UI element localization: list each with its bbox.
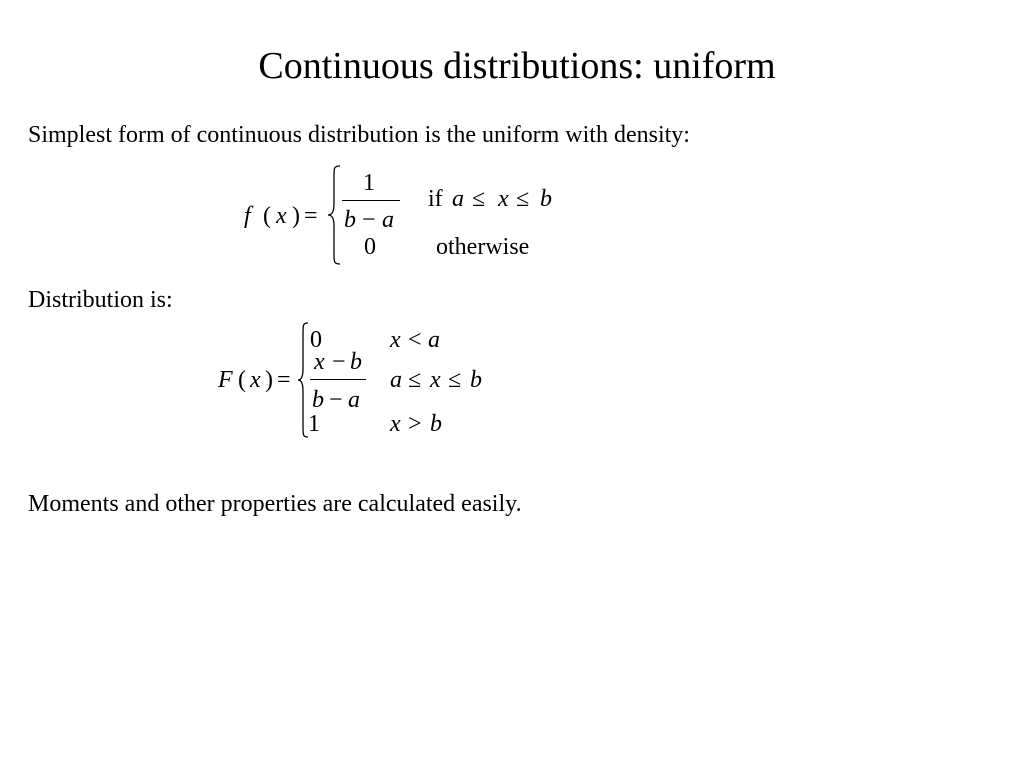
cdf-case3-value: 1	[308, 411, 320, 437]
slide-title: Continuous distributions: uniform	[258, 45, 776, 87]
density-case1-le2: ≤	[516, 186, 530, 212]
cdf-case3-x: x	[390, 411, 401, 437]
cdf-num-x: x	[314, 349, 325, 375]
cdf-den-minus: −	[329, 387, 343, 413]
intro-text: Simplest form of continuous distribution is the uniform with density:	[28, 122, 690, 148]
density-den-b: b	[344, 207, 356, 233]
cdf-formula	[210, 318, 510, 440]
cdf-lhs-F: F	[218, 367, 233, 393]
density-lhs-paren-open: (	[263, 203, 271, 229]
cdf-num-minus: −	[332, 349, 346, 375]
density-case2-value: 0	[364, 234, 376, 260]
cdf-case1-lt: <	[408, 327, 422, 353]
cdf-case2-b: b	[470, 367, 482, 393]
density-case1-a: a	[452, 186, 464, 212]
cdf-case2-le1: ≤	[408, 367, 422, 393]
density-case1-numerator: 1	[363, 170, 375, 196]
cdf-fraction-bar	[310, 379, 366, 380]
density-lhs-x: x	[276, 203, 287, 229]
density-left-brace	[326, 164, 342, 266]
cdf-lhs-x: x	[250, 367, 261, 393]
cdf-den-a: a	[348, 387, 360, 413]
density-lhs-paren-close: )	[292, 203, 300, 229]
cdf-case2-x: x	[430, 367, 441, 393]
density-fraction-bar	[342, 200, 400, 201]
density-den-minus: −	[362, 207, 376, 233]
density-case1-b: b	[540, 186, 552, 212]
density-case2-condition: otherwise	[436, 234, 530, 260]
density-lhs-f: f	[244, 203, 251, 229]
cdf-case1-a: a	[428, 327, 440, 353]
cdf-lhs-paren-open: (	[238, 367, 246, 393]
cdf-case1-x: x	[390, 327, 401, 353]
density-equals: =	[304, 203, 318, 229]
cdf-lhs-paren-close: )	[265, 367, 273, 393]
cdf-case3-b: b	[430, 411, 442, 437]
cdf-equals: =	[277, 367, 291, 393]
density-case1-if: if	[428, 186, 443, 212]
density-formula	[238, 162, 578, 270]
density-den-a: a	[382, 207, 394, 233]
closing-text: Moments and other properties are calculated easily.	[28, 491, 522, 517]
density-case1-x: x	[498, 186, 509, 212]
cdf-num-b: b	[350, 349, 362, 375]
cdf-case2-le2: ≤	[448, 367, 462, 393]
cdf-case3-gt: >	[408, 411, 422, 437]
cdf-case1-value: 0	[310, 327, 322, 353]
cdf-case2-a: a	[390, 367, 402, 393]
cdf-den-b: b	[312, 387, 324, 413]
distribution-heading: Distribution is:	[28, 287, 173, 313]
density-case1-le1: ≤	[472, 186, 486, 212]
